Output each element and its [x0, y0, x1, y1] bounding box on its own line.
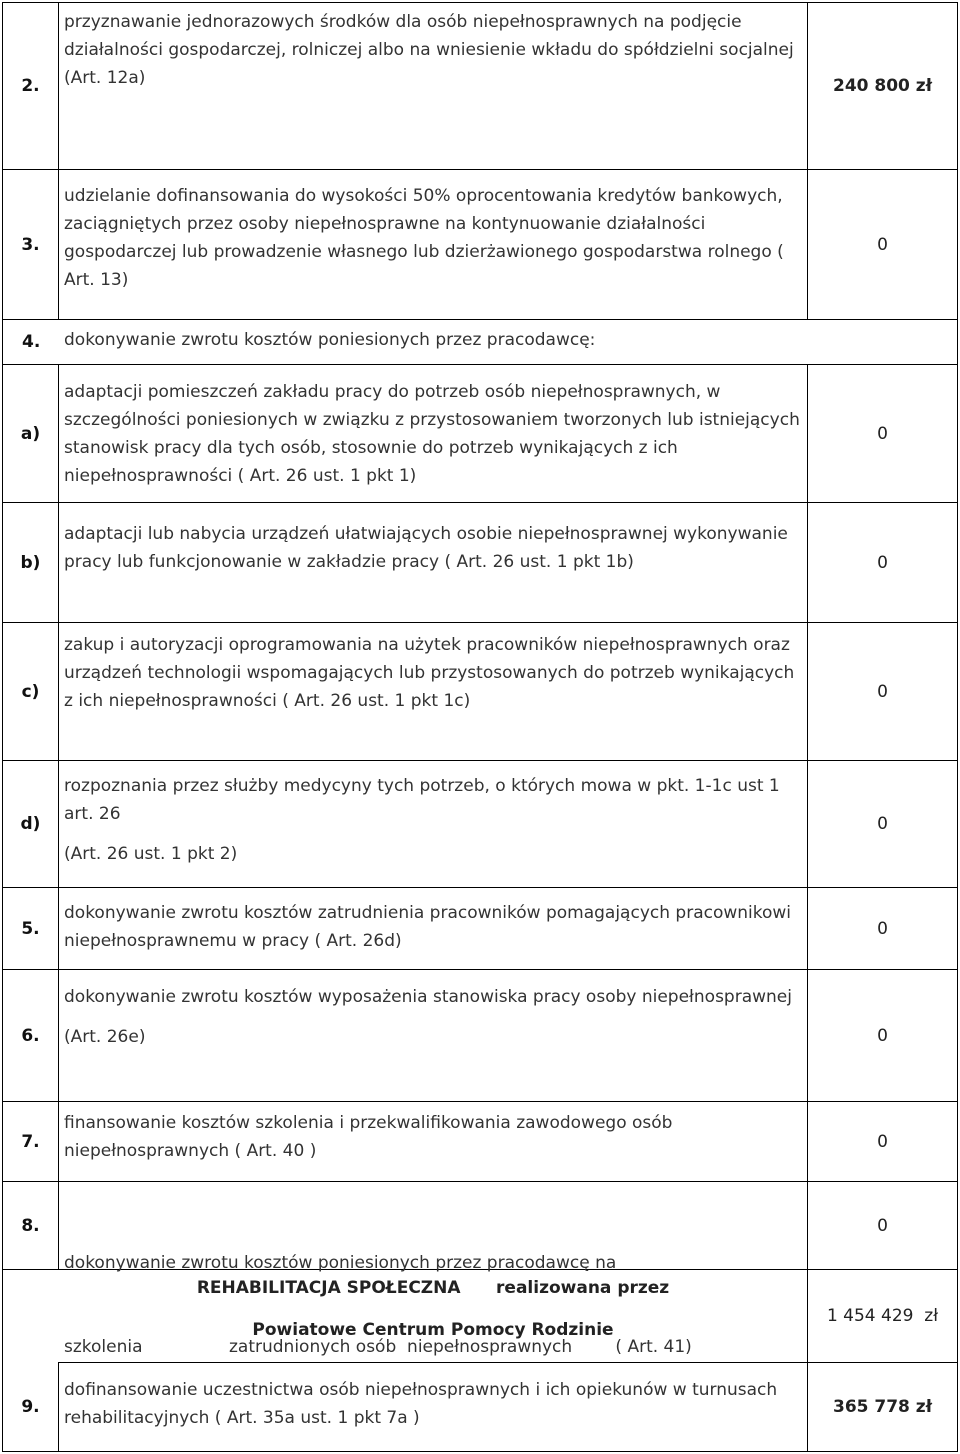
row-value: 0	[877, 814, 888, 834]
row-description-part: szkolenia zatrudnionych osób niepełnosprawnych ( Art. 41)	[64, 1337, 692, 1357]
row-number: 4.	[22, 332, 41, 352]
row-description: finansowanie kosztów szkolenia i przekwalifikowania zawodowego osób niepełnosprawnych ( Art. 40 )	[64, 1113, 673, 1161]
row-value: 0	[877, 918, 888, 939]
row-value: 0	[877, 1215, 888, 1236]
row-value: 0	[877, 1025, 888, 1046]
row-value: 240 800 zł	[832, 76, 932, 96]
row-number: 9.	[21, 1397, 40, 1417]
row-value: 0	[877, 681, 888, 702]
section-subtitle: Powiatowe Centrum Pomocy Rodzinie	[252, 1320, 614, 1340]
row-description-part: (Art. 26 ust. 1 pkt 2)	[64, 844, 238, 864]
row-letter: d)	[20, 814, 41, 834]
row-description-part: dokonywanie zwrotu kosztów wyposażenia stanowiska pracy osoby niepełnosprawnej	[64, 987, 792, 1007]
row-description: udzielanie dofinansowania do wysokości 50% oprocentowania kredytów bankowych, zaciągniętych przez osoby niepełnosprawne na kontynuowanie działalności gospodarczej lub prowadzenie własnego lub dzierżawionego gospodarstwa rolnego ( Art. 13)	[64, 186, 784, 290]
row-description: dokonywanie zwrotu kosztów zatrudnienia pracowników pomagających pracownikowi niepełnosprawnemu w pracy ( Art. 26d)	[64, 903, 792, 951]
row-description	[64, 772, 804, 868]
section-title: REHABILITACJA SPOŁECZNA realizowana przez	[196, 1278, 670, 1298]
section-total: 1 454 429 zł	[826, 1306, 939, 1326]
row-description-part: (Art. 26e)	[64, 1027, 146, 1047]
row-number: 3.	[21, 234, 40, 255]
row-value: 0	[877, 234, 888, 255]
row-description: dofinansowanie uczestnictwa osób niepełnosprawnych i ich opiekunów w turnusach rehabilitacyjnych ( Art. 35a ust. 1 pkt 7a )	[64, 1380, 778, 1428]
row-description: przyznawanie jednorazowych środków dla osób niepełnosprawnych na podjęcie działalności gospodarczej, rolniczej albo na wniesienie wkładu do spółdzielni socjalnej (Art. 12a)	[64, 12, 794, 88]
row-description: adaptacji lub nabycia urządzeń ułatwiających osobie niepełnosprawnej wykonywanie pracy lub funkcjonowanie w zakładzie pracy ( Art. 26 ust. 1 pkt 1b)	[64, 524, 788, 572]
row-letter: a)	[20, 423, 41, 444]
row-value: 365 778 zł	[832, 1397, 932, 1417]
row-number: 6.	[21, 1025, 40, 1046]
row-description	[64, 983, 804, 1051]
row-letter: b)	[20, 552, 41, 573]
row-value: 0	[877, 423, 888, 444]
row-number: 5.	[21, 918, 40, 939]
row-number: 7.	[21, 1131, 40, 1152]
row-value: 0	[877, 552, 888, 573]
row-description-part: rozpoznania przez służby medycyny tych potrzeb, o których mowa w pkt. 1-1c ust 1 art. 26	[64, 776, 780, 824]
row-description: dokonywanie zwrotu kosztów poniesionych przez pracodawcę:	[64, 330, 596, 350]
row-value: 0	[877, 1131, 888, 1152]
row-description-part: dokonywanie zwrotu kosztów poniesionych przez pracodawcę na	[64, 1253, 617, 1273]
row-description: adaptacji pomieszczeń zakładu pracy do potrzeb osób niepełnosprawnych, w szczególności poniesionych w związku z przystosowaniem tworzonych lub istniejących stanowisk pracy dla tych osób, stosownie do potrzeb wynikających z ich niepełnosprawności ( Art. 26 ust. 1 pkt 1)	[64, 382, 800, 486]
row-number: 8.	[21, 1215, 40, 1236]
row-description: zakup i autoryzacji oprogramowania na użytek pracowników niepełnosprawnych oraz urządzeń technologii wspomagających lub przystosowanych do potrzeb wynikających z ich niepełnosprawności ( Art. 26 ust. 1 pkt 1c)	[64, 635, 795, 711]
row-letter: c)	[21, 681, 40, 702]
row-number: 2.	[21, 76, 40, 96]
